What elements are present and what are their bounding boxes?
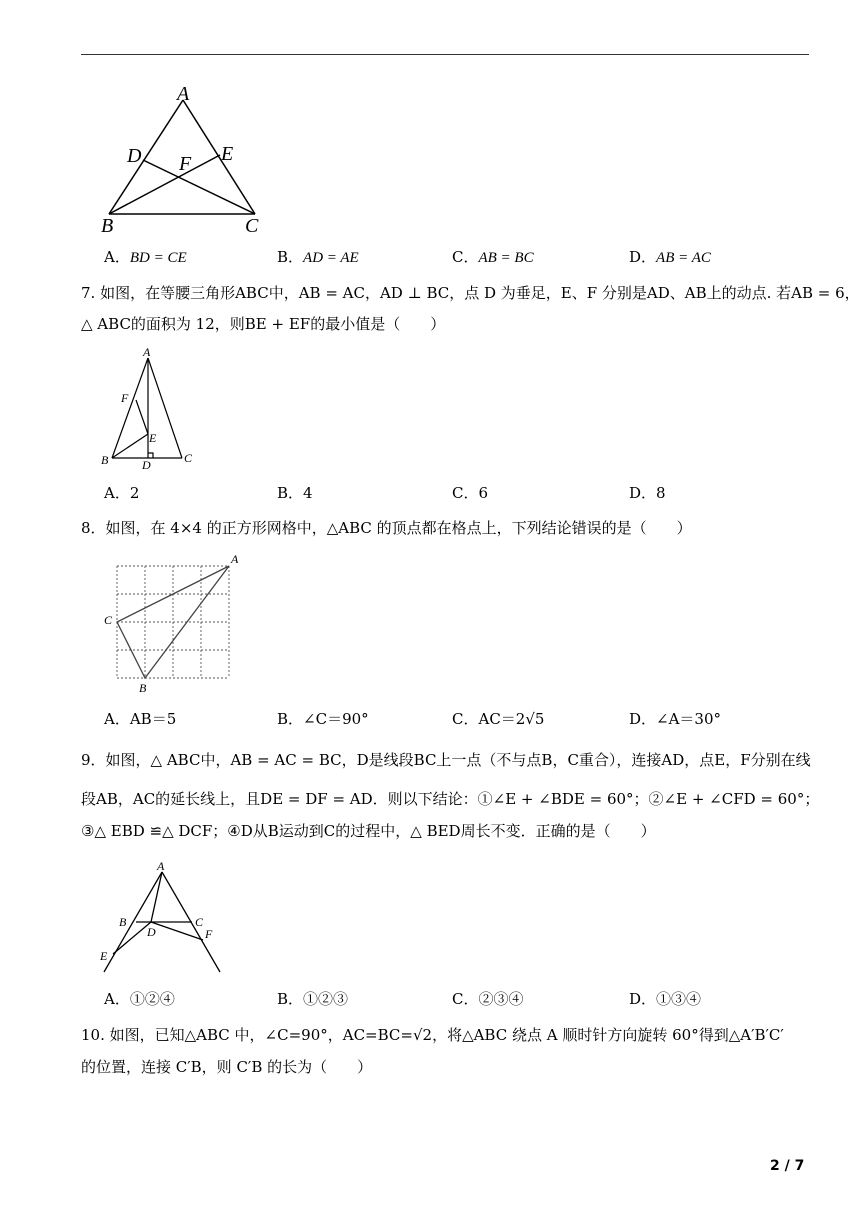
q7-label-b: B [101,453,109,467]
q6-label-e: E [221,143,234,165]
q9-option-c[interactable]: C．②③④ [452,990,524,1008]
q7-label-a: A [143,345,151,359]
q7-options [104,482,804,504]
q9-option-b[interactable]: B．①②③ [277,990,349,1008]
q6-option-b[interactable]: B．AD = AE [277,248,359,266]
q6-label-c: C [245,215,259,237]
q6-option-c[interactable]: C．AB = BC [452,248,534,266]
q9-stem-line1: 9．如图，△ ABC中，AB = AC = BC，D是线段BC上一点（不与点B，C重合），连接AD，点E，F分别在线 [81,751,811,769]
q7-stem-line1: 7. 如图，在等腰三角形ABC中，AB = AC，AD ⊥ BC，点 D 为垂足，E、F 分别是AD、AB上的动点. 若AB = 6， [81,284,860,302]
q9-options [104,988,804,1010]
q8-option-a[interactable]: A．AB＝5 [104,710,177,728]
q7-option-c[interactable]: C．6 [452,484,489,502]
q6-triangle-figure [95,82,275,237]
q6-label-b: B [101,215,114,237]
q9-option-d[interactable]: D．①③④ [629,990,702,1008]
q9-label-f: F [205,927,213,941]
q6-option-d[interactable]: D．AB = AC [629,248,711,266]
q7-stem-line2: △ ABC的面积为 12，则BE + EF的最小值是（ ） [81,315,446,333]
q9-stem-line3: ③△ EBD ≌△ DCF；④D从B运动到C的过程中，△ BED周长不变．正确的是（ ） [81,822,656,840]
q9-label-b: B [119,915,127,929]
q7-label-d: D [142,458,151,472]
q9-label-e: E [100,949,108,963]
q6-label-d: D [127,145,142,167]
q9-label-c: C [195,915,204,929]
q7-option-d[interactable]: D．8 [629,484,666,502]
q9-option-a[interactable]: A．①②④ [104,990,175,1008]
q10-stem-line1: 10. 如图，已知△ABC 中，∠C=90°，AC=BC=√2，将△ABC 绕点 A 顺时针方向旋转 60°得到△A′B′C′ [81,1026,784,1044]
q8-label-a: A [231,552,239,566]
q10-stem-line2: 的位置，连接 C′B，则 C′B 的长为（ ） [81,1058,373,1076]
q8-label-b: B [139,681,147,695]
q8-grid-figure [100,550,250,698]
q6-label-f: F [179,153,192,175]
q7-label-c: C [184,451,193,465]
q9-label-d: D [147,925,156,939]
q9-triangle-figure [95,856,230,976]
q6-label-a: A [177,83,190,105]
q7-option-a[interactable]: A．2 [104,484,140,502]
q7-label-f: F [121,391,129,405]
q6-option-a[interactable]: A．BD = CE [104,248,187,266]
q9-stem-line2: 段AB，AC的延长线上，且DE = DF = AD．则以下结论：①∠E + ∠BDE = 60°；②∠E + ∠CFD = 60°； [81,790,820,808]
q8-option-d[interactable]: D．∠A＝30° [629,710,722,728]
q6-options [104,246,804,268]
q8-stem-line1: 8．如图，在 4×4 的正方形网格中，△ABC 的顶点都在格点上，下列结论错误的是（ ） [81,519,692,537]
q7-label-e: E [149,431,157,445]
q8-label-c: C [104,613,113,627]
q8-option-b[interactable]: B．∠C＝90° [277,710,369,728]
q7-isosceles-figure [98,342,203,472]
q8-options [104,708,804,730]
header-rule [81,54,809,55]
q9-label-a: A [157,859,165,873]
page-number: 2 / 7 [770,1158,805,1174]
q8-option-c[interactable]: C．AC＝2√5 [452,710,545,728]
q7-option-b[interactable]: B．4 [277,484,313,502]
